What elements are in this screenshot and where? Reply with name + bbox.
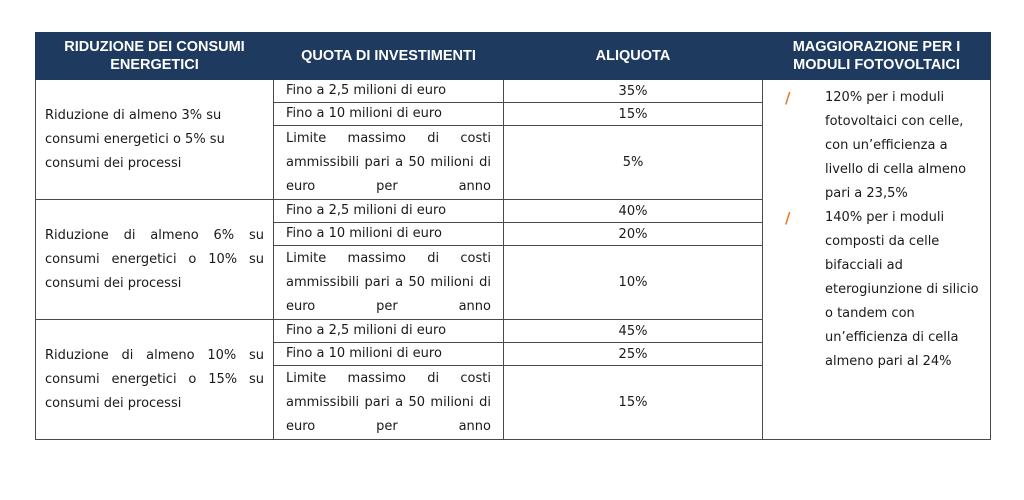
aliquota-cell: 20% bbox=[504, 223, 763, 246]
list-item bbox=[777, 206, 980, 374]
riduzione-cell: Riduzione di almeno 6% su consumi energetici o 10% su consumi dei processi bbox=[36, 200, 274, 320]
quota-cell: Limite massimo di costi ammissibili pari a 50 milioni di euro per anno bbox=[274, 246, 504, 320]
quota-cell: Fino a 10 milioni di euro bbox=[274, 103, 504, 126]
header-row bbox=[36, 33, 991, 80]
quota-cell: Fino a 2,5 milioni di euro bbox=[274, 80, 504, 103]
quota-cell: Limite massimo di costi ammissibili pari a 50 milioni di euro per anno bbox=[274, 366, 504, 440]
header-quota: QUOTA DI INVESTIMENTI bbox=[274, 33, 504, 80]
maggiorazione-item-text: 140% per i moduli composti da celle bifacciali ad eterogiunzione di silicio o tandem con un’efficienza di cella almeno pari al 24% bbox=[825, 210, 979, 369]
aliquota-cell: 35% bbox=[504, 80, 763, 103]
slash-bullet-icon: / bbox=[785, 209, 791, 227]
quota-cell: Fino a 2,5 milioni di euro bbox=[274, 200, 504, 223]
header-maggiorazione: MAGGIORAZIONE PER I MODULI FOTOVOLTAICI bbox=[763, 33, 991, 80]
maggiorazione-item-text: 120% per i moduli fotovoltaici con celle, con un’efficienza a livello di cella almeno pari a 23,5% bbox=[825, 90, 967, 201]
riduzione-cell: Riduzione di almeno 10% su consumi energetici o 15% su consumi dei processi bbox=[36, 320, 274, 440]
riduzione-cell: Riduzione di almeno 3% su consumi energetici o 5% su consumi dei processi bbox=[36, 80, 274, 200]
aliquota-cell: 10% bbox=[504, 246, 763, 320]
table-row bbox=[36, 80, 991, 103]
maggiorazione-cell bbox=[763, 80, 991, 440]
quota-cell: Fino a 10 milioni di euro bbox=[274, 343, 504, 366]
aliquota-cell: 15% bbox=[504, 103, 763, 126]
aliquota-cell: 25% bbox=[504, 343, 763, 366]
slash-bullet-icon: / bbox=[785, 89, 791, 107]
header-riduzione: RIDUZIONE DEI CONSUMI ENERGETICI bbox=[36, 33, 274, 80]
incentive-table bbox=[35, 32, 991, 440]
header-aliquota: ALIQUOTA bbox=[504, 33, 763, 80]
aliquota-cell: 45% bbox=[504, 320, 763, 343]
quota-cell: Limite massimo di costi ammissibili pari a 50 milioni di euro per anno bbox=[274, 126, 504, 200]
aliquota-cell: 5% bbox=[504, 126, 763, 200]
aliquota-cell: 15% bbox=[504, 366, 763, 440]
quota-cell: Fino a 10 milioni di euro bbox=[274, 223, 504, 246]
quota-cell: Fino a 2,5 milioni di euro bbox=[274, 320, 504, 343]
list-item bbox=[777, 86, 980, 206]
aliquota-cell: 40% bbox=[504, 200, 763, 223]
